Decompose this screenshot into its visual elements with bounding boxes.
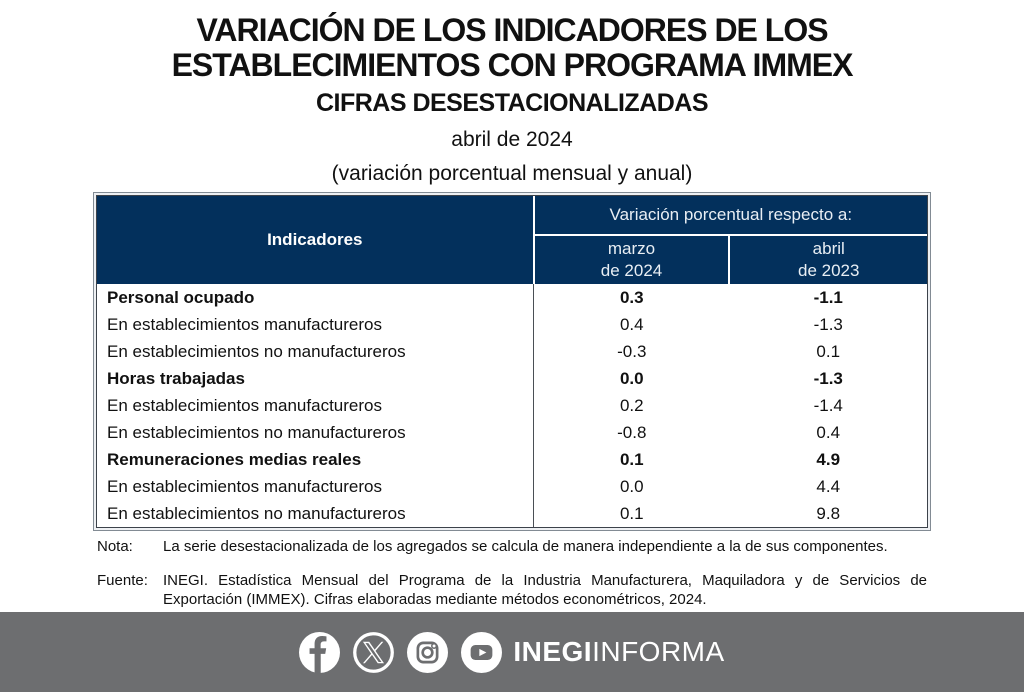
indicator-label: En establecimientos no manufactureros: [97, 419, 534, 446]
table-body: [97, 284, 927, 527]
notes-block: [97, 538, 927, 609]
fuente-text: INEGI. Estadística Mensual del Programa de la Industria Manufacturera, Maquiladora y de Servicios de Exportación (IMMEX). Cifras elaboradas mediante métodos econométricos, 2024.: [163, 572, 927, 608]
indicator-label: En establecimientos manufactureros: [97, 473, 534, 500]
value-marzo: 0.1: [619, 449, 644, 469]
page-title: [0, 13, 1024, 83]
brand-bold: INEGI: [513, 636, 593, 667]
value-marzo: -0.8: [617, 422, 647, 442]
value-abril: -1.1: [813, 287, 843, 307]
indicators-table-frame: [93, 192, 931, 531]
column-header-indicadores: Indicadores: [97, 196, 534, 284]
table-row: [97, 419, 927, 446]
value-abril: 4.4: [816, 476, 841, 496]
value-marzo: -0.3: [617, 341, 647, 361]
table-header: [97, 196, 927, 284]
x-icon[interactable]: [353, 632, 394, 673]
value-abril: 0.4: [816, 422, 841, 442]
value-marzo: 0.2: [619, 395, 644, 415]
indicator-label: En establecimientos manufactureros: [97, 311, 534, 338]
facebook-icon[interactable]: [299, 632, 340, 673]
value-abril: -1.4: [813, 395, 843, 415]
youtube-icon[interactable]: [461, 632, 502, 673]
indicator-label: Personal ocupado: [97, 284, 534, 311]
value-abril: 9.8: [816, 503, 841, 523]
table-row: [97, 392, 927, 419]
value-abril: 4.9: [816, 449, 841, 469]
indicator-label: Horas trabajadas: [97, 365, 534, 392]
table-row: [97, 338, 927, 365]
fuente-label: Fuente:: [97, 572, 148, 590]
value-abril: -1.3: [813, 368, 843, 388]
column-header-abril: abril de 2023: [729, 235, 927, 284]
table-row: [97, 284, 927, 311]
value-marzo: 0.4: [619, 314, 644, 334]
reference-period: abril de 2024: [451, 128, 573, 152]
indicator-label: En establecimientos manufactureros: [97, 392, 534, 419]
table-row: [97, 311, 927, 338]
indicator-label: En establecimientos no manufactureros: [97, 500, 534, 527]
table-row: [97, 473, 927, 500]
value-marzo: 0.0: [619, 476, 644, 496]
value-marzo: 0.3: [619, 287, 644, 307]
indicator-label: En establecimientos no manufactureros: [97, 338, 534, 365]
measure-note: (variación porcentual mensual y anual): [331, 162, 693, 186]
nota-text: La serie desestacionalizada de los agregados se calcula de manera independiente a la de sus componentes.: [163, 538, 888, 556]
value-marzo: 0.1: [619, 503, 644, 523]
page-subtitle: CIFRAS DESESTACIONALIZADAS: [315, 89, 709, 118]
table-row: [97, 500, 927, 527]
indicators-table: [97, 196, 927, 527]
table-row: [97, 365, 927, 392]
table-row: [97, 446, 927, 473]
footer-bar: [0, 612, 1024, 692]
title-block: [0, 0, 1024, 186]
inegi-informa-logo: [513, 636, 724, 668]
social-icons: [299, 632, 502, 673]
indicator-label: Remuneraciones medias reales: [97, 446, 534, 473]
page-title-line1: VARIACIÓN DE LOS INDICADORES DE LOS: [196, 12, 828, 48]
brand-regular: INFORMA: [592, 636, 725, 667]
page-title-line2: ESTABLECIMIENTOS CON PROGRAMA IMMEX: [171, 47, 853, 84]
value-marzo: 0.0: [619, 368, 644, 388]
column-header-marzo: marzo de 2024: [534, 235, 730, 284]
value-abril: 0.1: [816, 341, 841, 361]
nota-label: Nota:: [97, 538, 133, 556]
fuente-row: [97, 572, 927, 610]
instagram-icon[interactable]: [407, 632, 448, 673]
value-abril: -1.3: [813, 314, 843, 334]
nota-row: [97, 538, 927, 557]
column-group-header: Variación porcentual respecto a:: [534, 196, 927, 235]
